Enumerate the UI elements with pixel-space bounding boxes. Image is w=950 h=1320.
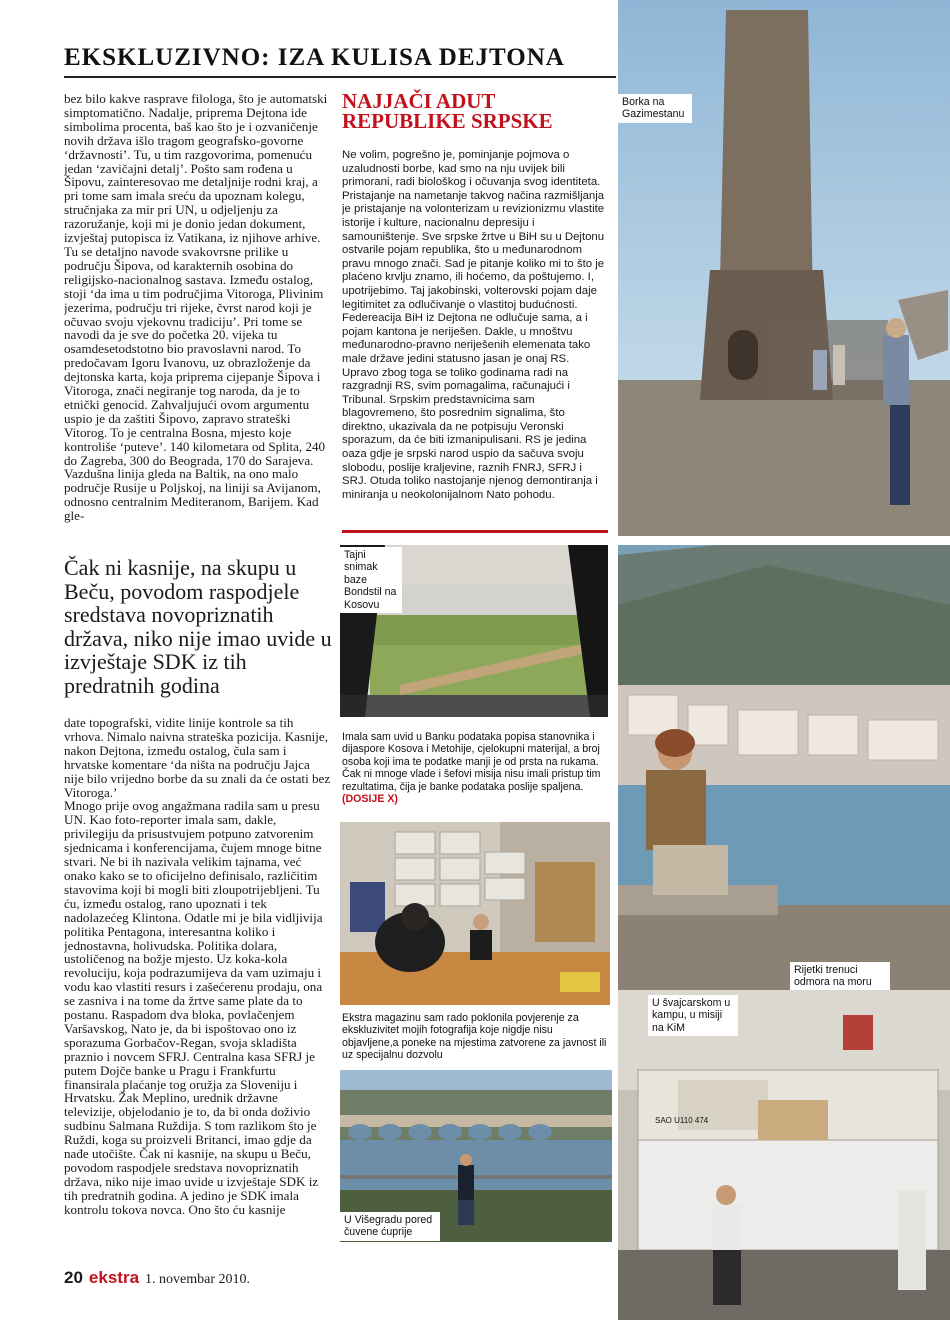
page-number: 20 bbox=[64, 1268, 83, 1287]
camp-photo bbox=[618, 990, 950, 1320]
visegrad-caption: U Višegradu pored čuvene ćuprije bbox=[340, 1212, 440, 1241]
body-paragraph: Mnogo prije ovog angažmana radila sam u presu UN. Kao foto-reporter imala sam, dakle, privilegiju da prisustvujem potpuno zatvorenim sjednicama i konferencijama, čujem mnoge bitne stvari. Ne bi ih nazivala velikim tajnama, već onako kako se to oficijelno definisalo, različitim stavovima koji bi mogli biti zloupotrijebljeni. Tu ću, između ostalog, rano upoznati i tek nadolazećeg Klintona. Odatle mi je bila vidljivija politika Pentagona, interesantna koliko i jednostavna, holivudska. Politika dolara, ustoličenog na božje mjesto. Uz koka-kola revoluciju, koja podrazumijeva da vam uzimaju i vodu kao vlastiti resurs i zašećerenu prodaju, ona se zasniva i na tome da žrtve same plate da to postanu. Raspadom dva bloka, povlačenjem Varšavskog, Nato je, da bi ispoštovao ono iz sporazuma Gorbačov-Regan, svoja skladišta praznio i novcem SFRJ. Centralna kasa SFRJ je putem Dojče banke u Pragu i Frankfurtu finansirala plaćanje tog oružja za Sloveniju i Hrvatsku. Žak Meplino, urednik državne televizije, objelodanio je to, da bi onda doživio sudbinu Salmana Ruždija. S tom razlikom što je Ruždi, koga su proizveli Britanci, imao gdje da nađe utočište. Čak ni kasnije, na skupu u Beču, povodom raspodjele sredstava novopriznatih država, niko nije imao uvide u izvještaje SDK iz tih predratnih godina. A jedino je SDK imala kontrolu tokova novca. Ono što ću kasnije bbox=[64, 798, 323, 1217]
bank-caption-text: Imala sam uvid u Banku podataka popisa stanovnika i dijaspore Kosova i Metohije, cjelokupni materijal, a broj osoba koji ima te podatke manji je od prsta na rukama. Čak ni mnoge vlade i šefovi misija nisu imali pristup tim rezultatima, čija je banke podataka poslije spaljena. bbox=[342, 731, 601, 793]
bank-caption bbox=[342, 731, 608, 805]
gazimestan-caption: Borka na Gazimestanu bbox=[618, 94, 692, 123]
magazine-brand: ekstra bbox=[88, 1268, 140, 1287]
office-caption: Ekstra magazinu sam rado poklonila povjerenje za ekskluzivitet mojih fotografija koje nigdje nisu objavljene,a poneke na mjestima zatvorene za javnost ili uz specijalnu dozvolu bbox=[342, 1012, 607, 1062]
pull-quote: Čak ni kasnije, na skupu u Beču, povodom raspodjele sredstava novopriznatih država, niko nije imao uvide u izvještaje SDK iz tih predratnih godina bbox=[64, 555, 332, 698]
issue-date: 1. novembar 2010. bbox=[145, 1272, 251, 1287]
camp-caption: U švajcarskom u kampu, u misiji na KiM bbox=[648, 995, 738, 1036]
body-column-bottom bbox=[64, 716, 332, 1240]
sidebar-title: NAJJAČI ADUT REPUBLIKE SRPSKE bbox=[342, 89, 553, 133]
dosije-tag: (DOSIJE X) bbox=[342, 793, 398, 806]
sea-caption: Rijetki trenuci odmora na moru bbox=[790, 962, 890, 991]
sidebar-text: Ne volim, pogrešno je, pominjanje pojmova o uzaludnosti borbe, kad smo na nju uvijek bili primorani, radi biološkog i očuvanja svog identiteta. Pristajanje na nametanje takvog načina razmišljanja je pristajanje na volonterizam u revizionizmu vlastite istorije i kulture, nacionalnu depresiju i samouništenje. Sve srpske žrtve u BiH su u Dejtonu ostvarile pojam republika, što u međunarodnom pravu mnogo znači. Sad je pitanje koliko mi to što je plaćeno krvlju znamo, ili hoćemo, da poštujemo. I, upotrijebimo. Taj jakobinski, volterovski pojam daje legitimitet za odlučivanje o vlastitoj budućnosti. Federeacija BiH iz Dejtona ne odlučuje sama, a i pojam kantona je neriješen. Dakle, u mnoštvu međunarodno-pravno neriješenih elemenata tako male države jedini statusno jasan je onaj RS. Upravo zbog toga se toliko godinama radi na razgradnji RS, svim pomagalima, računajući i Tribunal. Srpskim predstavnicima sam blagovremeno, što posrednim signalima, što direktno, ukazivala da ne potpisuju Veronski sporazum, da će biti izmanipulisani. RS je jedina oaza gdje je srpski narod uspio da sačuva svoju slobodu, poslije kraljevine, raznih FNRJ, SFRJ i SRJ. Otuda toliko nastojanje njenog demontiranja i miniranja u neokolonijalnom Nato pohodu. bbox=[342, 149, 605, 501]
title-rule bbox=[64, 76, 616, 78]
gazimestan-photo bbox=[618, 0, 950, 536]
article-title: EKSKLUZIVNO: IZA KULISA DEJTONA bbox=[64, 44, 565, 71]
sidebar-rule bbox=[342, 530, 608, 533]
body-column-top bbox=[64, 92, 332, 552]
body-paragraph: date topografski, vidite linije kontrole sa tih vrhova. Nimalo naivna strateška pozicija. Kasnije, nakon Dejtona, između ostalog, čula sam i hrvatske komentare ‘da ništa na području Jajca nije bilo vrijedno borbe da su znali da će ostati bez Vitoroga.’ bbox=[64, 716, 331, 800]
body-paragraph: bez bilo kakve rasprave filologa, što je automatski simptomatično. Nadalje, priprema Dejtona ide simbolima procenta, baš kao što je i ozvaničenje novih država išlo tragom geografsko-govorne ‘državnosti’. Tu, u tim razgovorima, pomenuću jedan ‘zavičajni detalj’. Pošto sam rođena u Šipovu, zainteresovao me detaljnije rodni kraj, a pri tome sam imala sreću da upoznam kolegu, stručnjaka za mir pri UN, u odjeljenju za razoružanje, koji mi je donio jedan dokument, izvještaj putopisca iz Vatikana, iz njihove arhive. Tu se detaljno navode svakovrsne prilike u području Šipova, od karakternih osobina do religijsko-nacionalnog sastava. Između ostalog, stoji ‘da ima u tim područjima Vitoroga, Plivinim jezerima, području tri rijeke, čvrst narod koji je očuvao svoju vjekovnu tradiciju’. Pri tome se navodi da je sve do početka 20. vijeka tu osamdesetodstotno bio pravoslavni narod. To predočavam Igoru Ivanovu, uz obrazloženje da dejtonska karta, koja priprema cijepanje Šipova i Vitoroga, znači negiranje tog naroda, da je to etnički genocid. Zahvaljujući ovom argumentu uspio je da zaštiti Šipovo, zapravo strateški Vitorog. To je centralna Bosna, mjesto koje kontroliše ‘puteve’. 140 kilometara od Splita, 240 do Zagreba, 300 do Beograda, 170 do Sarajeva. Vazdušna linija gleda na Baltik, na ono malo područje Rusije u Poljskoj, na liniji sa Avijanom, odnosno centralnim Mediteranom, Barijem. Kad gle- bbox=[64, 92, 328, 524]
bondstil-caption: Tajni snimak baze Bondstil na Kosovu bbox=[340, 547, 402, 613]
page-footer bbox=[64, 1268, 250, 1288]
office-photo bbox=[340, 822, 610, 1005]
sea-photo bbox=[618, 545, 950, 990]
container-label: SAO U110 474 bbox=[655, 1116, 709, 1125]
